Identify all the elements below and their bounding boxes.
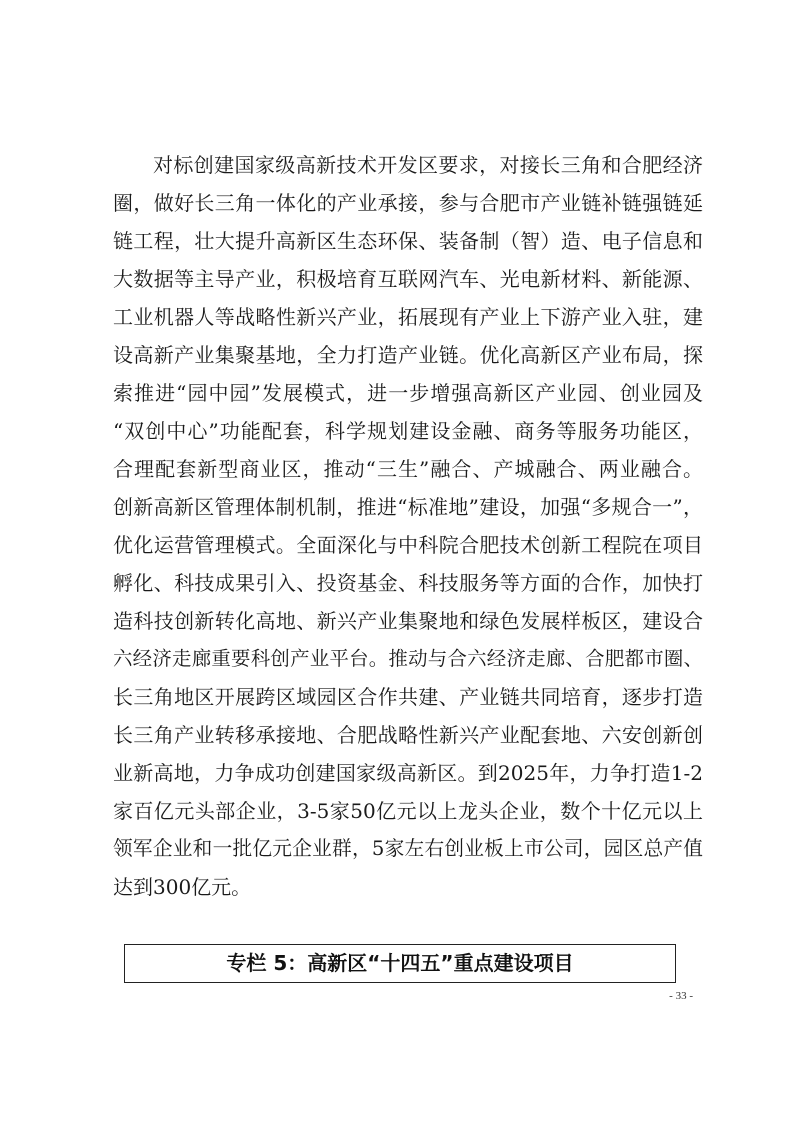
body-paragraph xyxy=(113,146,703,906)
paragraph-line: 长三角产业转移承接地、合肥战略性新兴产业配套地、六安创新创 xyxy=(113,723,703,747)
page-number: - 33 - xyxy=(669,990,693,1002)
paragraph-line: 长三角地区开展跨区域园区合作共建、产业链共同培育，逐步打造 xyxy=(113,685,703,709)
paragraph-line: 链工程，壮大提升高新区生态环保、装备制（智）造、电子信息和 xyxy=(113,229,703,253)
paragraph-line: 工业机器人等战略性新兴产业，拓展现有产业上下游产业入驻，建 xyxy=(113,305,703,329)
paragraph-line: 优化运营管理模式。全面深化与中科院合肥技术创新工程院在项目 xyxy=(113,533,703,557)
paragraph-line: “双创中心”功能配套，科学规划建设金融、商务等服务功能区， xyxy=(113,419,703,443)
paragraph-line: 创新高新区管理体制机制，推进“标准地”建设，加强“多规合一”， xyxy=(113,495,703,519)
paragraph-line: 造科技创新转化高地、新兴产业集聚地和绿色发展样板区，建设合 xyxy=(113,609,703,633)
paragraph-line: 大数据等主导产业，积极培育互联网汽车、光电新材料、新能源、 xyxy=(113,267,703,291)
paragraph-line: 对标创建国家级高新技术开发区要求，对接长三角和合肥经济 xyxy=(153,153,703,177)
paragraph-line: 领军企业和一批亿元企业群，5家左右创业板上市公司，园区总产值 xyxy=(113,837,703,860)
paragraph-line: 达到300亿元。 xyxy=(113,875,252,899)
paragraph-line: 圈，做好长三角一体化的产业承接，参与合肥市产业链补链强链延 xyxy=(113,191,703,215)
paragraph-line: 设高新产业集聚基地，全力打造产业链。优化高新区产业布局，探 xyxy=(113,343,703,367)
paragraph-line: 合理配套新型商业区，推动“三生”融合、产城融合、两业融合。 xyxy=(113,457,703,481)
column-box-title: 专栏 5：高新区“十四五”重点建设项目 xyxy=(124,944,676,983)
paragraph-line: 索推进“园中园”发展模式，进一步增强高新区产业园、创业园及 xyxy=(113,381,703,405)
paragraph-line: 家百亿元头部企业，3-5家50亿元以上龙头企业，数个十亿元以上 xyxy=(113,799,703,823)
paragraph-line: 业新高地，力争成功创建国家级高新区。到2025年，力争打造1-2 xyxy=(113,761,703,785)
paragraph-line: 六经济走廊重要科创产业平台。推动与合六经济走廊、合肥都市圈、 xyxy=(113,647,703,670)
paragraph-line: 孵化、科技成果引入、投资基金、科技服务等方面的合作，加快打 xyxy=(113,571,703,595)
